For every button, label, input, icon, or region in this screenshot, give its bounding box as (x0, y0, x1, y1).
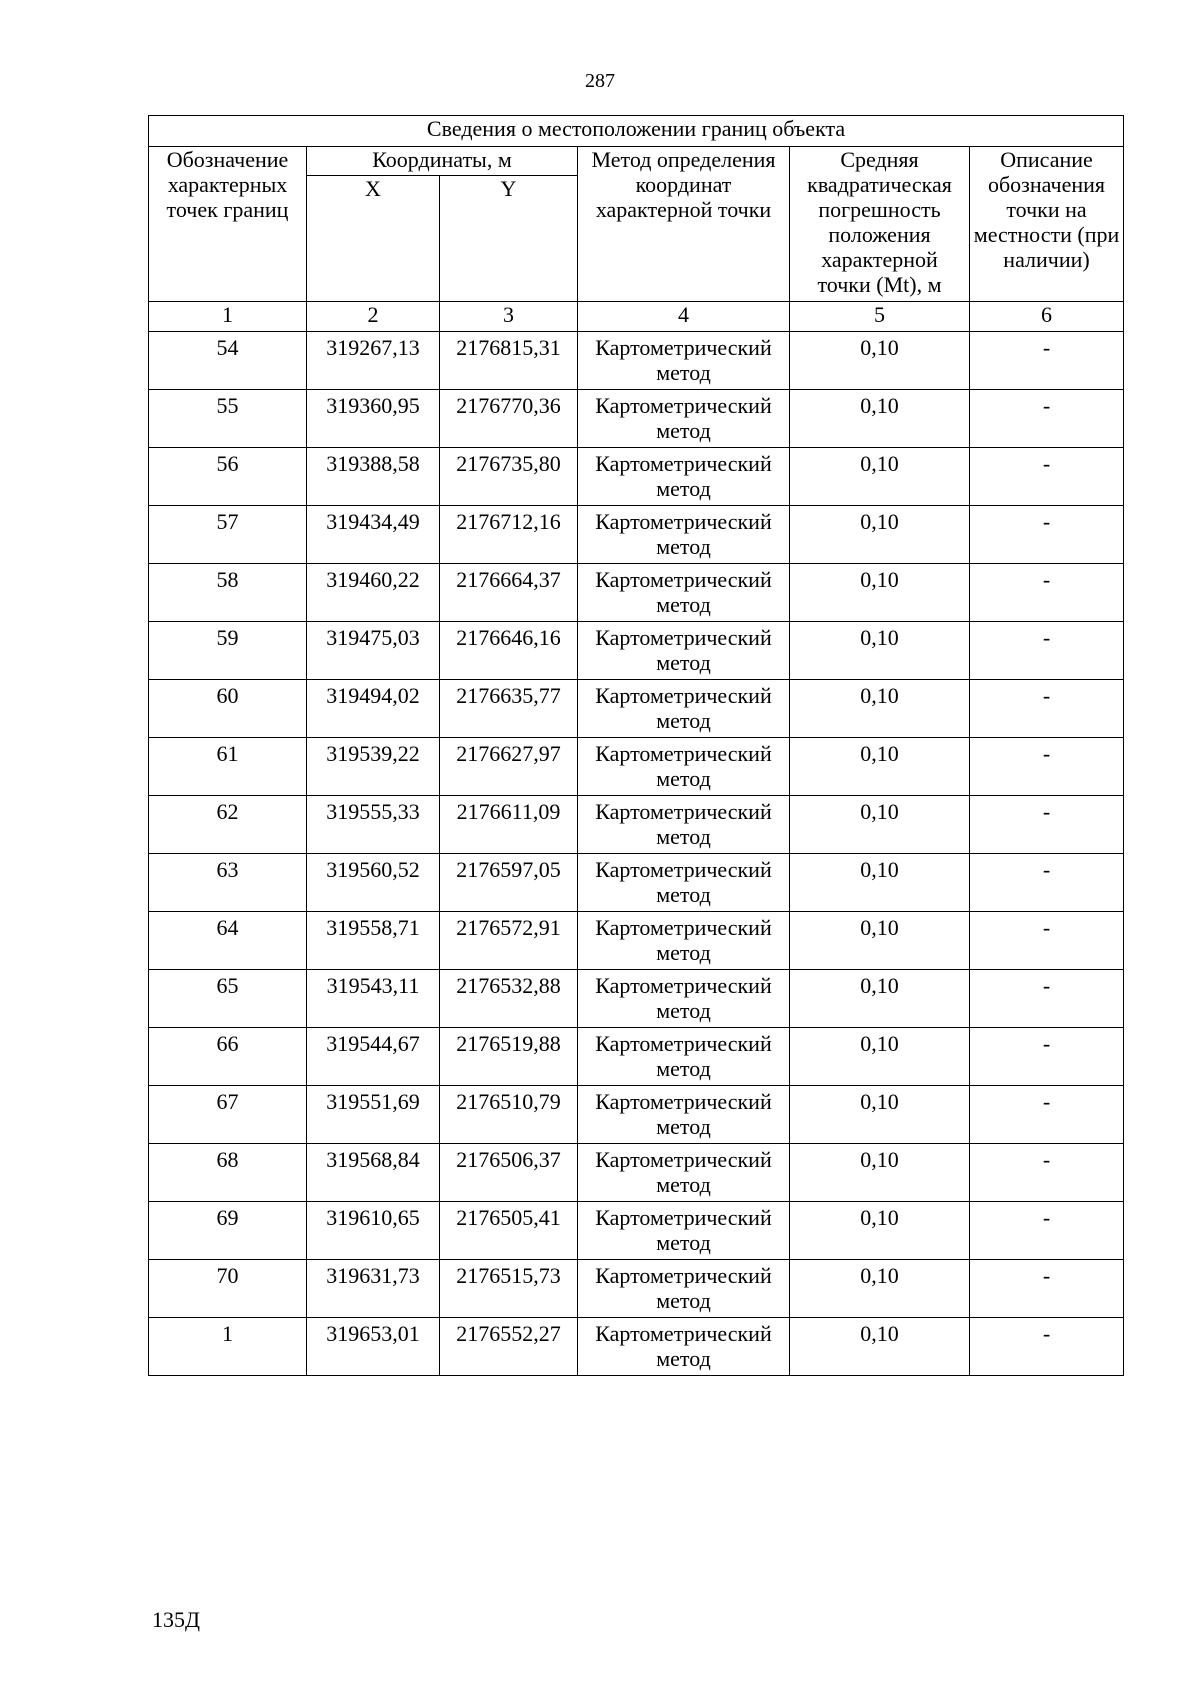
cell-x: 319560,52 (307, 854, 440, 912)
cell-x: 319494,02 (307, 680, 440, 738)
table-row (149, 1144, 1124, 1202)
cell-x: 319568,84 (307, 1144, 440, 1202)
column-number: 1 (149, 302, 307, 332)
cell-point: 58 (149, 564, 307, 622)
cell-error: 0,10 (790, 332, 970, 390)
cell-description: - (970, 1318, 1124, 1376)
table-row (149, 1086, 1124, 1144)
cell-y: 2176506,37 (440, 1144, 578, 1202)
table-row (149, 1028, 1124, 1086)
cell-y: 2176712,16 (440, 506, 578, 564)
column-number: 3 (440, 302, 578, 332)
cell-point: 66 (149, 1028, 307, 1086)
cell-x: 319610,65 (307, 1202, 440, 1260)
cell-x: 319434,49 (307, 506, 440, 564)
table-row (149, 738, 1124, 796)
cell-method: Картометрический метод (578, 390, 790, 448)
cell-method: Картометрический метод (578, 1144, 790, 1202)
table-row (149, 796, 1124, 854)
cell-error: 0,10 (790, 1260, 970, 1318)
cell-error: 0,10 (790, 738, 970, 796)
cell-error: 0,10 (790, 390, 970, 448)
column-number: 2 (307, 302, 440, 332)
cell-method: Картометрический метод (578, 332, 790, 390)
cell-point: 57 (149, 506, 307, 564)
table-row (149, 390, 1124, 448)
cell-point: 68 (149, 1144, 307, 1202)
boundary-coordinates-table (148, 115, 1124, 1376)
footer-code: 135Д (152, 1607, 201, 1632)
cell-description: - (970, 506, 1124, 564)
cell-method: Картометрический метод (578, 970, 790, 1028)
cell-y: 2176510,79 (440, 1086, 578, 1144)
table-row (149, 854, 1124, 912)
cell-y: 2176635,77 (440, 680, 578, 738)
cell-error: 0,10 (790, 680, 970, 738)
cell-error: 0,10 (790, 1318, 970, 1376)
header-coordinates: Координаты, м (307, 147, 578, 176)
cell-error: 0,10 (790, 854, 970, 912)
column-number: 4 (578, 302, 790, 332)
table-row (149, 1260, 1124, 1318)
cell-description: - (970, 796, 1124, 854)
cell-description: - (970, 912, 1124, 970)
cell-y: 2176572,91 (440, 912, 578, 970)
cell-description: - (970, 622, 1124, 680)
cell-error: 0,10 (790, 1202, 970, 1260)
table-row (149, 680, 1124, 738)
cell-x: 319267,13 (307, 332, 440, 390)
table-title: Сведения о местоположении границ объекта (149, 116, 1124, 147)
cell-y: 2176515,73 (440, 1260, 578, 1318)
cell-x: 319543,11 (307, 970, 440, 1028)
table-row (149, 970, 1124, 1028)
cell-description: - (970, 332, 1124, 390)
cell-method: Картометрический метод (578, 1086, 790, 1144)
cell-point: 70 (149, 1260, 307, 1318)
cell-method: Картометрический метод (578, 1202, 790, 1260)
header-method: Метод определения координат характерной точки (578, 147, 790, 302)
cell-point: 63 (149, 854, 307, 912)
cell-description: - (970, 1028, 1124, 1086)
table-row (149, 448, 1124, 506)
cell-point: 69 (149, 1202, 307, 1260)
cell-description: - (970, 680, 1124, 738)
cell-y: 2176770,36 (440, 390, 578, 448)
cell-y: 2176532,88 (440, 970, 578, 1028)
cell-method: Картометрический метод (578, 1028, 790, 1086)
column-number: 6 (970, 302, 1124, 332)
cell-x: 319558,71 (307, 912, 440, 970)
cell-y: 2176664,37 (440, 564, 578, 622)
cell-point: 60 (149, 680, 307, 738)
table-row (149, 506, 1124, 564)
cell-method: Картометрический метод (578, 738, 790, 796)
cell-description: - (970, 854, 1124, 912)
cell-x: 319475,03 (307, 622, 440, 680)
cell-method: Картометрический метод (578, 506, 790, 564)
cell-x: 319631,73 (307, 1260, 440, 1318)
cell-method: Картометрический метод (578, 1318, 790, 1376)
cell-y: 2176735,80 (440, 448, 578, 506)
cell-error: 0,10 (790, 1028, 970, 1086)
column-numbers-row (149, 302, 1124, 332)
table-row (149, 622, 1124, 680)
cell-error: 0,10 (790, 1086, 970, 1144)
table-header (149, 116, 1124, 332)
cell-description: - (970, 564, 1124, 622)
cell-description: - (970, 448, 1124, 506)
header-x: X (307, 176, 440, 302)
table-row (149, 912, 1124, 970)
cell-error: 0,10 (790, 564, 970, 622)
column-number: 5 (790, 302, 970, 332)
cell-y: 2176646,16 (440, 622, 578, 680)
cell-error: 0,10 (790, 1144, 970, 1202)
cell-point: 56 (149, 448, 307, 506)
cell-method: Картометрический метод (578, 622, 790, 680)
cell-method: Картометрический метод (578, 680, 790, 738)
cell-description: - (970, 1144, 1124, 1202)
cell-description: - (970, 1086, 1124, 1144)
cell-x: 319551,69 (307, 1086, 440, 1144)
cell-point: 67 (149, 1086, 307, 1144)
cell-description: - (970, 1202, 1124, 1260)
cell-y: 2176597,05 (440, 854, 578, 912)
cell-method: Картометрический метод (578, 796, 790, 854)
cell-method: Картометрический метод (578, 448, 790, 506)
cell-error: 0,10 (790, 506, 970, 564)
cell-description: - (970, 1260, 1124, 1318)
cell-point: 59 (149, 622, 307, 680)
cell-description: - (970, 738, 1124, 796)
cell-y: 2176627,97 (440, 738, 578, 796)
cell-point: 64 (149, 912, 307, 970)
header-description: Описание обозначения точки на местности (при наличии) (970, 147, 1124, 302)
page-number: 287 (585, 70, 615, 92)
cell-error: 0,10 (790, 448, 970, 506)
cell-point: 54 (149, 332, 307, 390)
cell-error: 0,10 (790, 796, 970, 854)
cell-x: 319555,33 (307, 796, 440, 854)
cell-y: 2176611,09 (440, 796, 578, 854)
cell-method: Картометрический метод (578, 912, 790, 970)
cell-error: 0,10 (790, 912, 970, 970)
cell-y: 2176815,31 (440, 332, 578, 390)
cell-x: 319388,58 (307, 448, 440, 506)
header-error: Средняя квадратическая погрешность положения характерной точки (Mt), м (790, 147, 970, 302)
cell-point: 65 (149, 970, 307, 1028)
cell-point: 55 (149, 390, 307, 448)
table-row (149, 564, 1124, 622)
cell-point: 62 (149, 796, 307, 854)
cell-x: 319539,22 (307, 738, 440, 796)
cell-method: Картометрический метод (578, 854, 790, 912)
cell-error: 0,10 (790, 970, 970, 1028)
table-row (149, 332, 1124, 390)
cell-x: 319460,22 (307, 564, 440, 622)
cell-method: Картометрический метод (578, 1260, 790, 1318)
header-point: Обозначение характерных точек границ (149, 147, 307, 302)
cell-x: 319360,95 (307, 390, 440, 448)
cell-method: Картометрический метод (578, 564, 790, 622)
cell-description: - (970, 970, 1124, 1028)
cell-y: 2176552,27 (440, 1318, 578, 1376)
cell-x: 319653,01 (307, 1318, 440, 1376)
header-y: Y (440, 176, 578, 302)
cell-y: 2176519,88 (440, 1028, 578, 1086)
cell-description: - (970, 390, 1124, 448)
cell-y: 2176505,41 (440, 1202, 578, 1260)
table-row (149, 1202, 1124, 1260)
cell-x: 319544,67 (307, 1028, 440, 1086)
cell-point: 61 (149, 738, 307, 796)
cell-point: 1 (149, 1318, 307, 1376)
cell-error: 0,10 (790, 622, 970, 680)
table-row (149, 1318, 1124, 1376)
table-body (149, 332, 1124, 1376)
